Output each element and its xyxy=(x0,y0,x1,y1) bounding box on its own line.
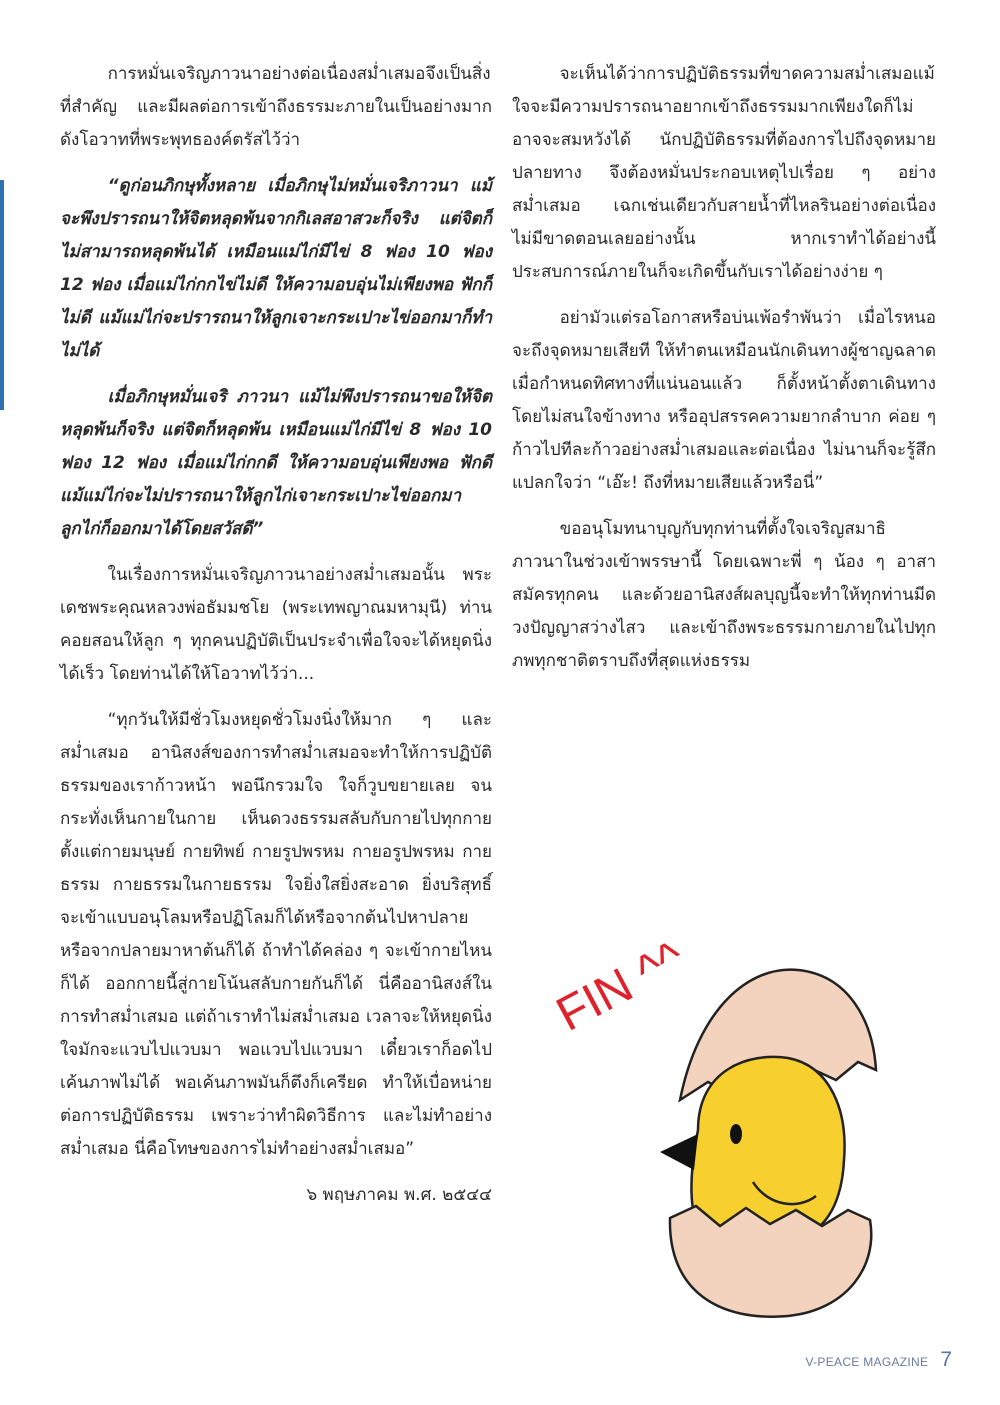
right-column xyxy=(512,58,936,691)
magazine-name: V-PEACE MAGAZINE xyxy=(805,1355,929,1369)
buddha-quote-1: “ดูก่อนภิกษุทั้งหลาย เมื่อภิกษุไม่หมั่นเจริภาวนา แม้จะพึงปรารถนาให้จิตหลุดพ้นจากกิเลสอาสวะก็จริง แต่จิตก็ไม่สามารถหลุดพ้นได้ เหมือนแม่ไก่มีไข่ 8 ฟอง 10 ฟอง 12 ฟอง เมื่อแม่ไก่กกไข่ไม่ดี ให้ความอบอุ่นไม่เพียงพอ ฟักก็ไม่ดี แม้แม่ไก่จะปรารถนาให้ลูกเจาะกระเปาะไข่ออกมาก็ทำไม่ได้ xyxy=(60,176,492,361)
paragraph: ในเรื่องการหมั่นเจริญภาวนาอย่างสม่ำเสมอนั้น พระเดชพระคุณหลวงพ่อธัมมชโย (พระเทพญาณมหามุนี) ท่านคอยสอนให้ลูก ๆ ทุกคนปฏิบัติเป็นประจำเพื่อใจจะได้หยุดนิ่งได้เร็ว โดยท่านได้ให้โอวาทไว้ว่า... xyxy=(60,565,492,684)
left-column xyxy=(60,58,492,1225)
paragraph: การหมั่นเจริญภาวนาอย่างต่อเนื่องสม่ำเสมอจึงเป็นสิ่งที่สำคัญ และมีผลต่อการเข้าถึงธรรมะภายในเป็นอย่างมาก ดังโอวาทที่พระพุทธองค์ตรัสไว้ว่า xyxy=(60,64,492,150)
paragraph: จะเห็นได้ว่าการปฏิบัติธรรมที่ขาดความสม่ำเสมอแม้ใจจะมีความปรารถนาอยากเข้าถึงธรรมมากเพียงใดก็ไม่อาจจะสมหวังได้ นักปฏิบัติธรรมที่ต้องการไปถึงจุดหมายปลายทาง จึงต้องหมั่นประกอบเหตุไปเรื่อย ๆ อย่างสม่ำเสมอ เฉกเช่นเดียวกับสายน้ำที่ไหลรินอย่างต่อเนื่องไม่มีขาดตอนเลยอย่างนั้น หากเราทำได้อย่างนี้ประสบการณ์ภายในก็จะเกิดขึ้นกับเราได้อย่างง่าย ๆ xyxy=(512,64,936,282)
chick-beak xyxy=(660,1134,698,1170)
shell-bottom xyxy=(670,1206,871,1317)
page-number: 7 xyxy=(940,1348,952,1371)
page-edge-accent xyxy=(0,180,4,410)
paragraph: อย่ามัวแต่รอโอกาสหรือบ่นเพ้อรำพันว่า เมื่อไรหนอจะถึงจุดหมายเสียที ให้ทำตนเหมือนนักเดินทางผู้ชาญฉลาด เมื่อกำหนดทิศทางที่แน่นอนแล้ว ก็ตั้งหน้าตั้งตาเดินทางโดยไม่สนใจข้างทาง หรืออุปสรรคความยากลำบาก ค่อย ๆ ก้าวไปทีละก้าวอย่างสม่ำเสมอและต่อเนื่อง ไม่นานก็จะรู้สึกแปลกใจว่า “เอ๊ะ! ถึงที่หมายเสียแล้วหรือนี่” xyxy=(512,308,936,493)
buddha-quote-2: เมื่อภิกษุหมั่นเจริ ภาวนา แม้ไม่พึงปรารถนาขอให้จิตหลุดพ้นก็จริง แต่จิตก็หลุดพ้น เหมือนแม่ไก่มีไข่ 8 ฟอง 10 ฟอง 12 ฟอง เมื่อแม่ไก่กกดี ให้ความอบอุ่นเพียงพอ ฟักดี แม้แม่ไก่จะไม่ปรารถนาให้ลูกไก่เจาะกระเปาะไข่ออกมา ลูกไก่ก็ออกมาได้โดยสวัสดี” xyxy=(60,387,492,539)
page-footer xyxy=(805,1348,952,1372)
chick-eye xyxy=(730,1124,742,1144)
hatching-chick-illustration xyxy=(548,920,968,1340)
quote-date: ๖ พฤษภาคม พ.ศ. ๒๕๔๔ xyxy=(306,1185,492,1205)
teacher-quote: “ทุกวันให้มีชั่วโมงหยุดชั่วโมงนิ่งให้มาก ๆ และสม่ำเสมอ อานิสงส์ของการทำสม่ำเสมอจะทำให้การปฏิบัติธรรมของเราก้าวหน้า พอนึกรวมใจ ใจก็วูบขยายเลย จนกระทั่งเห็นกายในกาย เห็นดวงธรรมสลับกับกายไปทุกกาย ตั้งแต่กายมนุษย์ กายทิพย์ กายรูปพรหม กายอรูปพรหม กายธรรม กายธรรมในกายธรรม ใจยิ่งใสยิ่งสะอาด ยิ่งบริสุทธิ์ จะเข้าแบบอนุโลมหรือปฏิโลมก็ได้หรือจากต้นไปหาปลาย หรือจากปลายมาหาต้นก็ได้ ถ้าทำได้คล่อง ๆ จะเข้ากายไหนก็ได้ ออกกายนี้สู่กายโน้นสลับกายกันก็ได้ นี่คืออานิสงส์ในการทำสม่ำเสมอ แต่ถ้าเราทำไม่สม่ำเสมอ เวลาจะให้หยุดนิ่ง ใจมักจะแวบไปแวบมา พอแวบไปแวบมา เดี๋ยวเราก็อดไปเค้นภาพไม่ได้ พอเค้นภาพมันก็ตึงก็เครียด ทำให้เบื่อหน่ายต่อการปฏิบัติธรรม เพราะว่าทำผิดวิธีการ และไม่ทำอย่างสม่ำเสมอ นี่คือโทษของการไม่ทำอย่างสม่ำเสมอ” xyxy=(60,710,492,1159)
chick-body xyxy=(691,1057,844,1238)
paragraph: ขออนุโมทนาบุญกับทุกท่านที่ตั้งใจเจริญสมาธิภาวนาในช่วงเข้าพรรษานี้ โดยเฉพาะพี่ ๆ น้อง ๆ อาสาสมัครทุกคน และด้วยอานิสงส์ผลบุญนี้จะทำให้ทุกท่านมีดวงปัญญาสว่างไสว และเข้าถึงพระธรรมกายภายในไปทุกภพทุกชาติตราบถึงที่สุดแห่งธรรม xyxy=(512,519,936,671)
fin-caption: FIN ^^ xyxy=(548,931,693,1042)
